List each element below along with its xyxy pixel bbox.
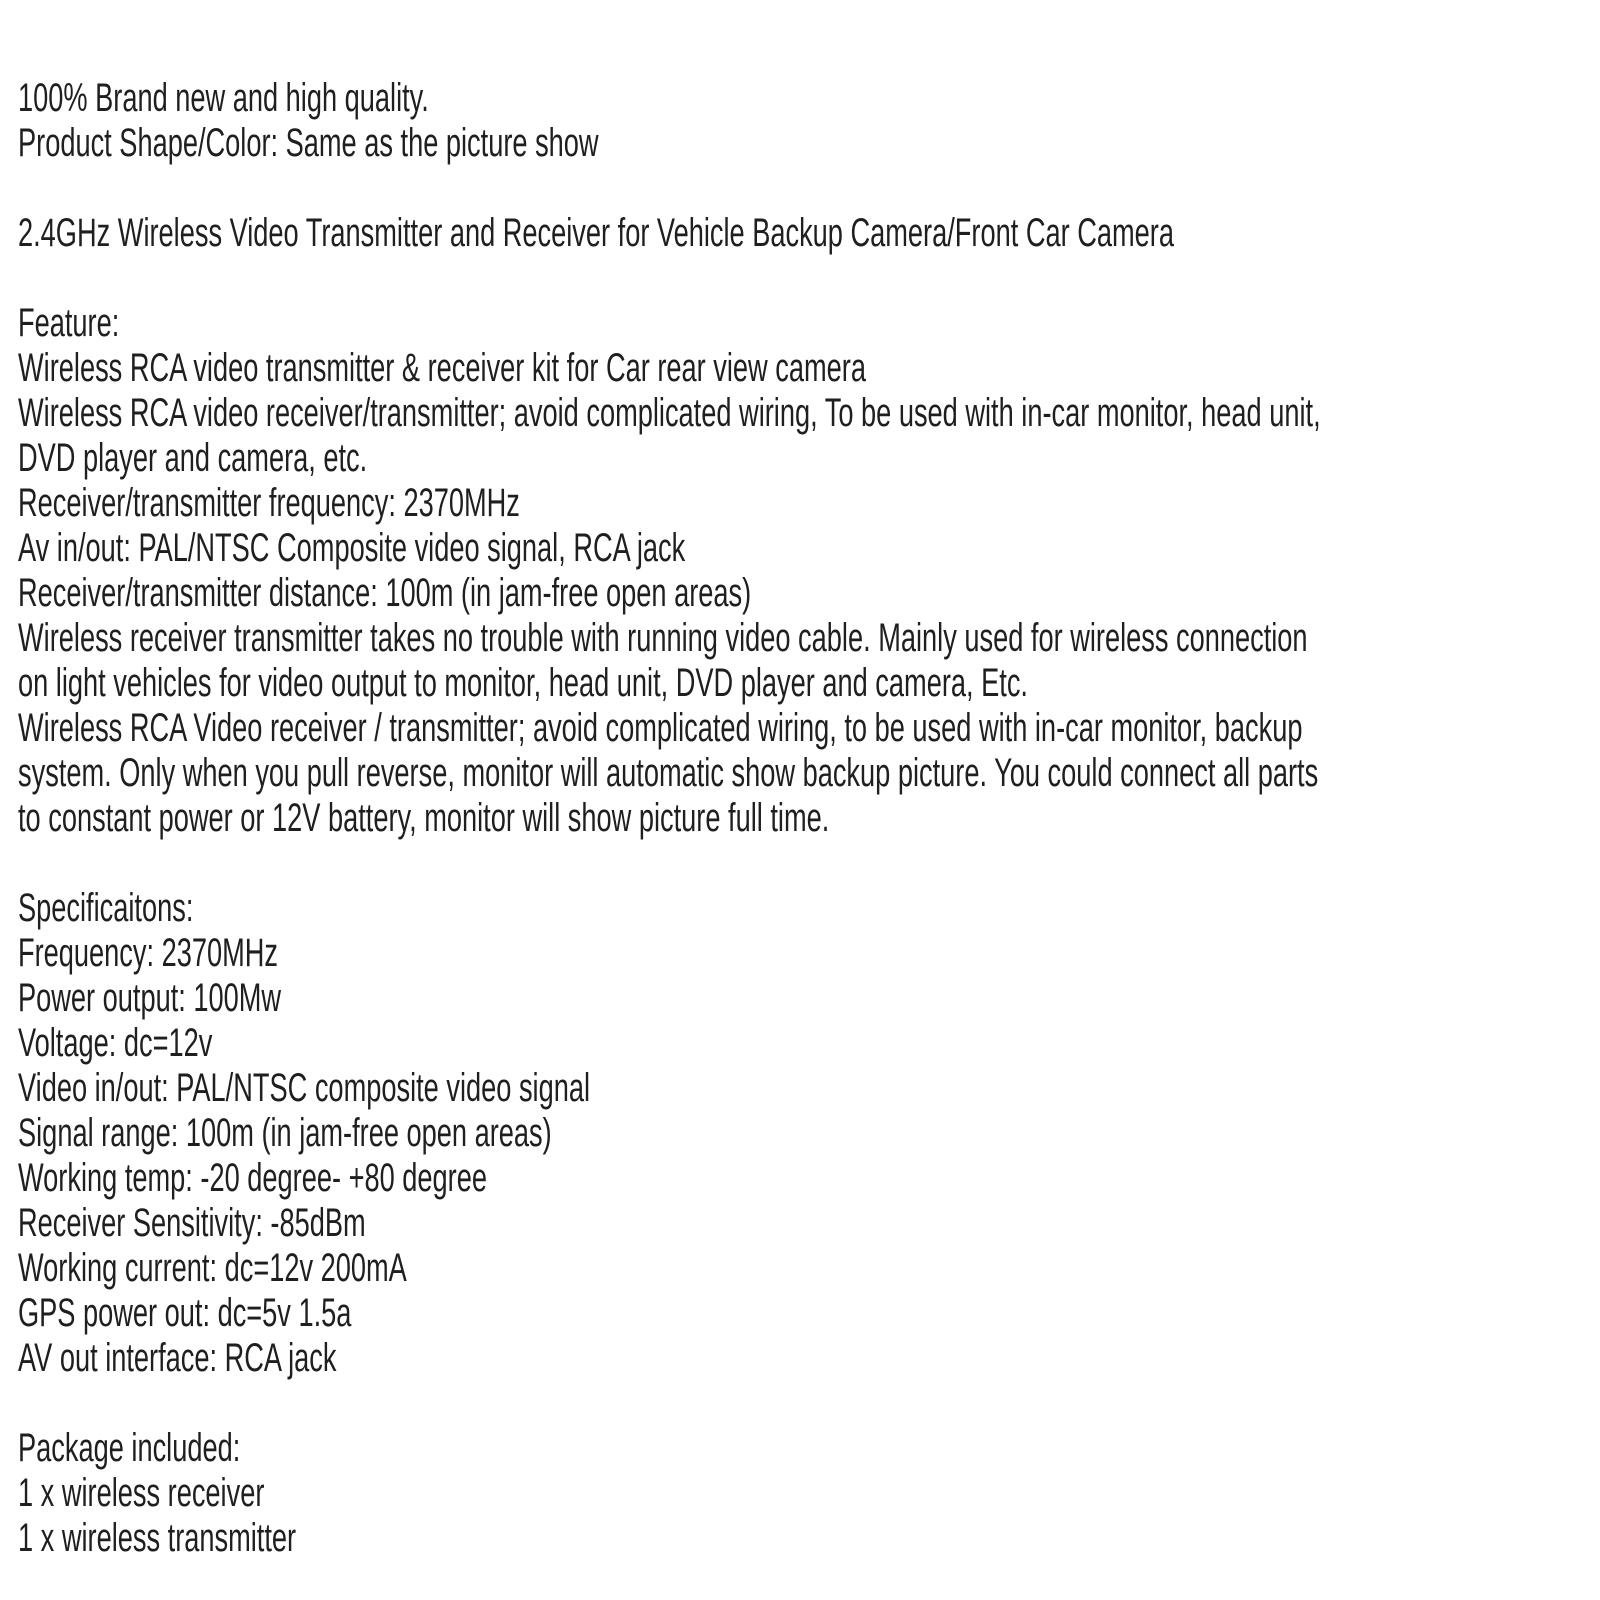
text-line-feature-3: DVD player and camera, etc.: [18, 436, 368, 480]
text-line-spec-working-current: Working current: dc=12v 200mA: [18, 1246, 407, 1290]
blank-line: [18, 1381, 1086, 1426]
text-line-spec-frequency: Frequency: 2370MHz: [18, 931, 279, 975]
product-description: [18, 76, 1588, 1561]
text-line-spec-receiver-sensitivity: Receiver Sensitivity: -85dBm: [18, 1201, 366, 1245]
text-line-spec-voltage: Voltage: dc=12v: [18, 1021, 213, 1065]
text-line-feature-9: Wireless RCA Video receiver / transmitter; avoid complicated wiring, to be used with in-car monitor, backup: [18, 706, 1303, 750]
text-line-feature-4: Receiver/transmitter frequency: 2370MHz: [18, 481, 520, 525]
text-line-feature-2: Wireless RCA video receiver/transmitter; avoid complicated wiring, To be used with in-car monitor, head unit,: [18, 391, 1321, 435]
blank-line: [18, 256, 1086, 301]
text-line-spec-gps-power: GPS power out: dc=5v 1.5a: [18, 1291, 352, 1335]
text-line-feature-6: Receiver/transmitter distance: 100m (in jam-free open areas): [18, 571, 752, 615]
section-heading-package: Package included:: [18, 1426, 241, 1470]
text-line-spec-av-out: AV out interface: RCA jack: [18, 1336, 337, 1380]
text-line-package-transmitter: 1 x wireless transmitter: [18, 1516, 297, 1560]
text-line-spec-video-inout: Video in/out: PAL/NTSC composite video signal: [18, 1066, 591, 1110]
text-line-spec-working-temp: Working temp: -20 degree- +80 degree: [18, 1156, 487, 1200]
text-line-spec-signal-range: Signal range: 100m (in jam-free open areas): [18, 1111, 552, 1155]
text-line-spec-power-output: Power output: 100Mw: [18, 976, 282, 1020]
section-heading-specifications: Specificaitons:: [18, 886, 194, 930]
text-line-shape-color: Product Shape/Color: Same as the picture show: [18, 121, 599, 165]
text-line-feature-8: on light vehicles for video output to monitor, head unit, DVD player and camera, Etc.: [18, 661, 1028, 705]
text-line-feature-7: Wireless receiver transmitter takes no trouble with running video cable. Mainly used for wireless connection: [18, 616, 1308, 660]
text-line-brand-new: 100% Brand new and high quality.: [18, 76, 429, 120]
section-heading-feature: Feature:: [18, 301, 120, 345]
text-line-feature-5: Av in/out: PAL/NTSC Composite video signal, RCA jack: [18, 526, 686, 570]
text-line-feature-1: Wireless RCA video transmitter & receiver kit for Car rear view camera: [18, 346, 866, 390]
text-line-feature-10: system. Only when you pull reverse, monitor will automatic show backup picture. You could connect all parts: [18, 751, 1319, 795]
blank-line: [18, 166, 1086, 211]
text-line-package-receiver: 1 x wireless receiver: [18, 1471, 265, 1515]
text-line-feature-11: to constant power or 12V battery, monitor will show picture full time.: [18, 796, 830, 840]
text-line-product-title: 2.4GHz Wireless Video Transmitter and Receiver for Vehicle Backup Camera/Front Car Camera: [18, 211, 1174, 255]
blank-line: [18, 841, 1086, 886]
